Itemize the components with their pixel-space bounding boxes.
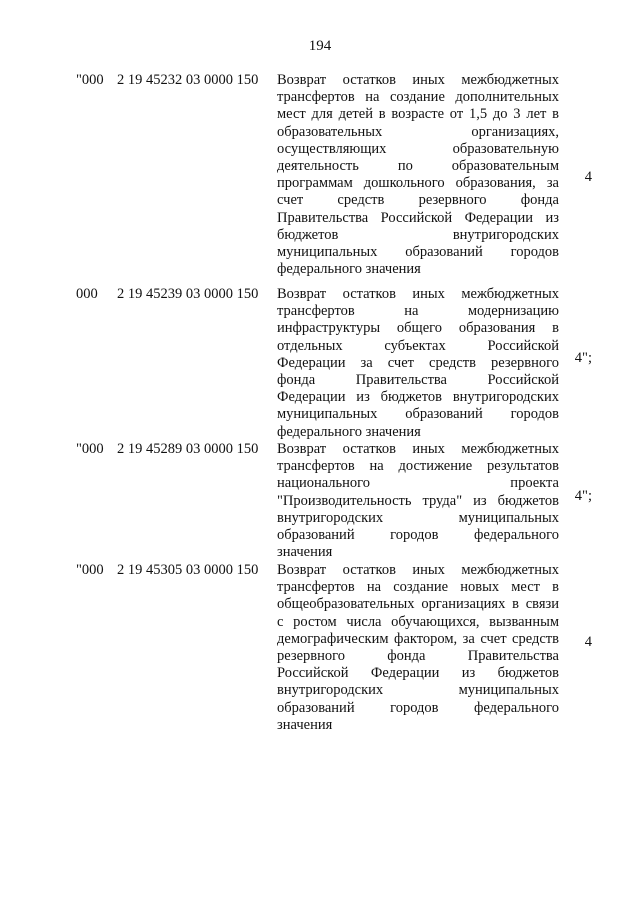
description-line: трансфертов на создание дополнительных: [277, 89, 559, 106]
description-line: Правительства Российской Федерации из: [277, 209, 559, 226]
description-line: Возврат остатков иных межбюджетных: [277, 72, 559, 88]
budget-classification-code: 2 19 45232 03 0000 150: [117, 72, 259, 88]
description-line: федерального значения: [277, 423, 421, 440]
description-line: значения: [277, 716, 333, 733]
section-number: 4";: [574, 488, 592, 504]
description-line: "Производительность труда" из бюджетов: [277, 492, 559, 509]
description-line: трансфертов на достижение результатов: [277, 458, 559, 475]
description: [277, 441, 559, 561]
description-line: программам дошкольного образования, за: [277, 175, 559, 192]
budget-classification-code: 2 19 45239 03 0000 150: [117, 286, 259, 302]
description-line: демографическим фактором, за счет средств: [277, 630, 559, 647]
description-line: резервного фонда Правительства: [277, 648, 559, 665]
description-line: муниципальных образований городов: [277, 244, 559, 261]
description-line: Российской Федерации из бюджетов: [277, 665, 559, 682]
description-line: образований городов федерального: [277, 527, 559, 544]
admin-code: 000: [76, 286, 98, 302]
description-line: образовательных организациях,: [277, 123, 559, 140]
section-number: 4: [584, 634, 592, 650]
admin-code: "000: [76, 72, 104, 88]
description-line: значения: [277, 544, 333, 561]
admin-code: "000: [76, 441, 104, 457]
description-line: осуществляющих образовательную: [277, 140, 559, 157]
description-line: фонда Правительства Российской: [277, 372, 559, 389]
description-line: федерального значения: [277, 261, 421, 278]
description-line: отдельных субъектах Российской: [277, 337, 559, 354]
description-line: внутригородских муниципальных: [277, 509, 559, 526]
page-number: 194: [308, 38, 332, 54]
section-number: 4: [584, 169, 592, 185]
description-line: бюджетов внутригородских: [277, 226, 559, 243]
description: [277, 562, 559, 734]
description-line: муниципальных образований городов: [277, 406, 559, 423]
description-line: счет средств резервного фонда: [277, 192, 559, 209]
description-line: образований городов федерального: [277, 699, 559, 716]
budget-classification-code: 2 19 45305 03 0000 150: [117, 562, 259, 578]
description-line: Федерации за счет средств резервного: [277, 354, 559, 371]
description-line: трансфертов на модернизацию: [277, 303, 559, 320]
description-line: национального проекта: [277, 475, 559, 492]
description-line: Федерации из бюджетов внутригородских: [277, 389, 559, 406]
description: [277, 72, 559, 278]
description-line: мест для детей в возрасте от 1,5 до 3 лет в: [277, 106, 559, 123]
description-line: общеобразовательных организациях в связи: [277, 596, 559, 613]
description-line: Возврат остатков иных межбюджетных: [277, 286, 559, 302]
description-line: Возврат остатков иных межбюджетных: [277, 441, 559, 457]
budget-classification-code: 2 19 45289 03 0000 150: [117, 441, 259, 457]
section-number: 4";: [574, 350, 592, 366]
description-line: внутригородских муниципальных: [277, 682, 559, 699]
description-line: с ростом числа обучающихся, вызванным: [277, 613, 559, 630]
description-line: Возврат остатков иных межбюджетных: [277, 562, 559, 578]
description: [277, 286, 559, 441]
description-line: трансфертов на создание новых мест в: [277, 579, 559, 596]
admin-code: "000: [76, 562, 104, 578]
description-line: инфраструктуры общего образования в: [277, 320, 559, 337]
description-line: деятельность по образовательным: [277, 158, 559, 175]
